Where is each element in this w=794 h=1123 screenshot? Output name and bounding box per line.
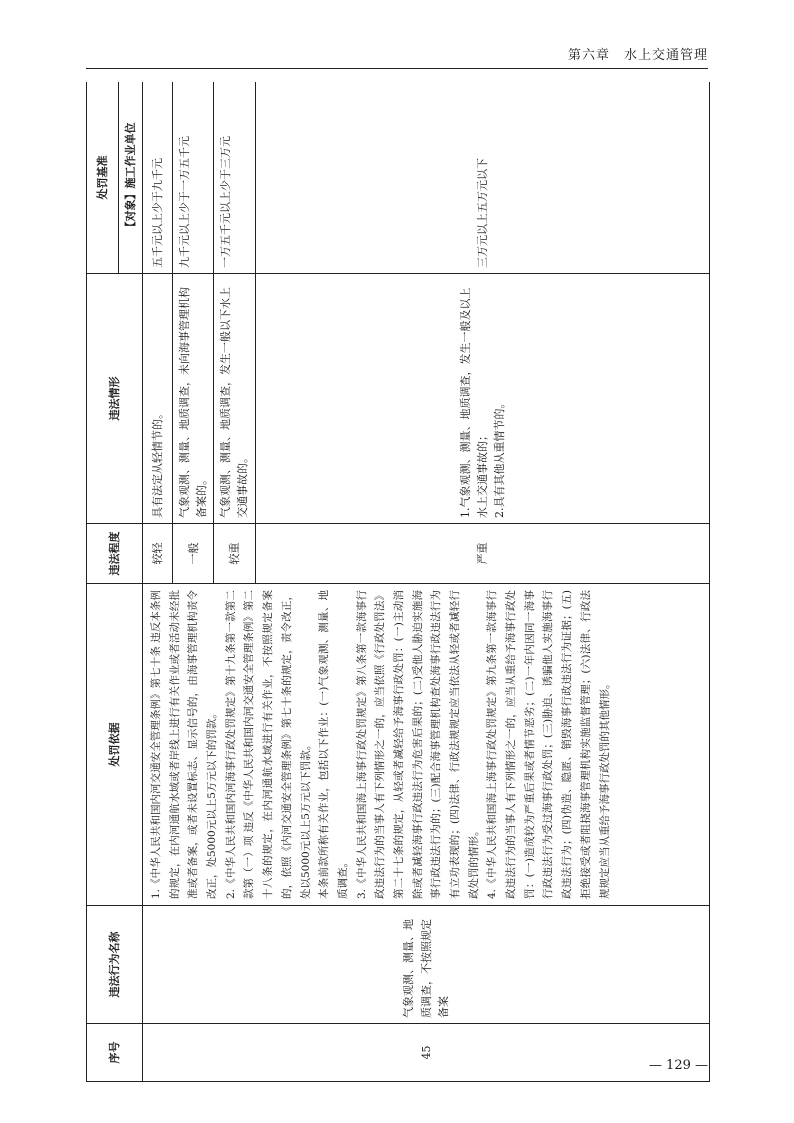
basis-paragraph: 3.《中华人民共和国海上海事行政处罚规定》第八条第一款海事行政违法行为的当事人有下列情形之一的，应当依照《行政处罚法》第二十七条的规定，从轻或者减轻给予海事行政处罚：(一)主动消除或者减轻海事行政违法行为危害后果的；(二)受他人胁迫实施海事行政违法行为的；(三)配合海事管理机构查处海事行政违法行为有立功表现的；(四)法律、行政法规规定应当依法从轻或者减轻行政处罚的情形。	[355, 590, 480, 899]
table-container	[86, 82, 710, 1082]
standard-light: 五千元以上少于九千元	[143, 82, 173, 274]
page-number: — 129 —	[648, 1058, 708, 1073]
circumstance-line: 2.具有其他从重情节的。	[493, 397, 507, 518]
basis-paragraph: 本条前款所称有关作业，包括以下作业：(一)气象观测、测量、地质调查。	[318, 590, 349, 899]
degree-heavier: 较重	[214, 524, 256, 584]
degree-severe: 严重	[256, 524, 710, 584]
header-rule	[86, 68, 708, 69]
circumstance-line: 1.气象观测、测量、地质调查，发生一般及以上水上交通事故的；	[459, 287, 490, 518]
degree-light: 较轻	[143, 524, 173, 584]
degree-general: 一般	[173, 524, 214, 584]
row-index: 45	[143, 1024, 710, 1082]
circumstance-light: 具有法定从轻情节的。	[143, 274, 173, 524]
basis-paragraph: 1.《中华人民共和国内河交通安全管理条例》第七十条 违反本条例的规定，在内河通航水域或者岸线上进行有关作业或者活动未经批准或者备案，或者未设置标志、显示信号的，由海事管理机构责令改正，处5000元以上5万元以下的罚款。	[150, 590, 219, 899]
col-header-standard-sub: 【对象】施工作业单位	[119, 82, 143, 274]
circumstance-general: 气象观测、测量、地质调查，未向海事管理机构备案的。	[173, 274, 214, 524]
standard-severe: 三万元以上五万元以下	[256, 82, 710, 274]
basis-paragraph: 4.《中华人民共和国海上海事行政处罚规定》第九条第一款海事行政违法行为的当事人有下列情形之一的，应当从重给予海事行政处罚：(一)造成较为严重后果或者情节恶劣；(二)一年内因同一海事行政违法行为受过海事行政处罚；(三)胁迫、诱骗他人实施海事行政违法行为；(四)伪造、隐匿、销毁海事行政违法行为证据；(五)拒绝接受或者阻挠海事管理机构实施监督管理；(六)法律、行政法规规定应当从重给予海事行政处罚的其他情形。	[486, 590, 611, 899]
col-header-standard: 处罚基准	[87, 82, 119, 274]
col-header-basis: 处罚依据	[87, 584, 143, 906]
circumstance-heavier: 气象观测、测量、地质调查，发生一般以下水上交通事故的。	[214, 274, 256, 524]
standard-heavier: 一万五千元以上少于三万元	[214, 82, 256, 274]
penalty-table	[86, 82, 710, 1082]
col-header-index: 序号	[87, 1024, 143, 1082]
penalty-basis	[143, 584, 710, 906]
col-header-name: 违法行为名称	[87, 906, 143, 1024]
col-header-circumstance: 违法情形	[87, 274, 143, 524]
rotated-table-frame	[86, 82, 710, 1082]
circumstance-severe	[256, 274, 710, 524]
table-row	[143, 82, 173, 1082]
col-header-degree: 违法程度	[87, 524, 143, 584]
violation-name: 气象观测、测量、地质调查，不按照规定备案	[143, 906, 710, 1024]
basis-paragraph: 2.《中华人民共和国内河海事行政处罚规定》第十九条第一款第二款第（一）项 违反《中华人民共和国内河交通安全管理条例》第二十八条的规定，在内河通航水域进行有关作业，不按照规定备案的，依照《内河交通安全管理条例》第七十条的规定，责令改正，处以5000元以上5万元以下罚款。	[224, 590, 312, 899]
standard-general: 九千元以上少于一万五千元	[173, 82, 214, 274]
chapter-header: 第六章 水上交通管理	[567, 48, 708, 63]
